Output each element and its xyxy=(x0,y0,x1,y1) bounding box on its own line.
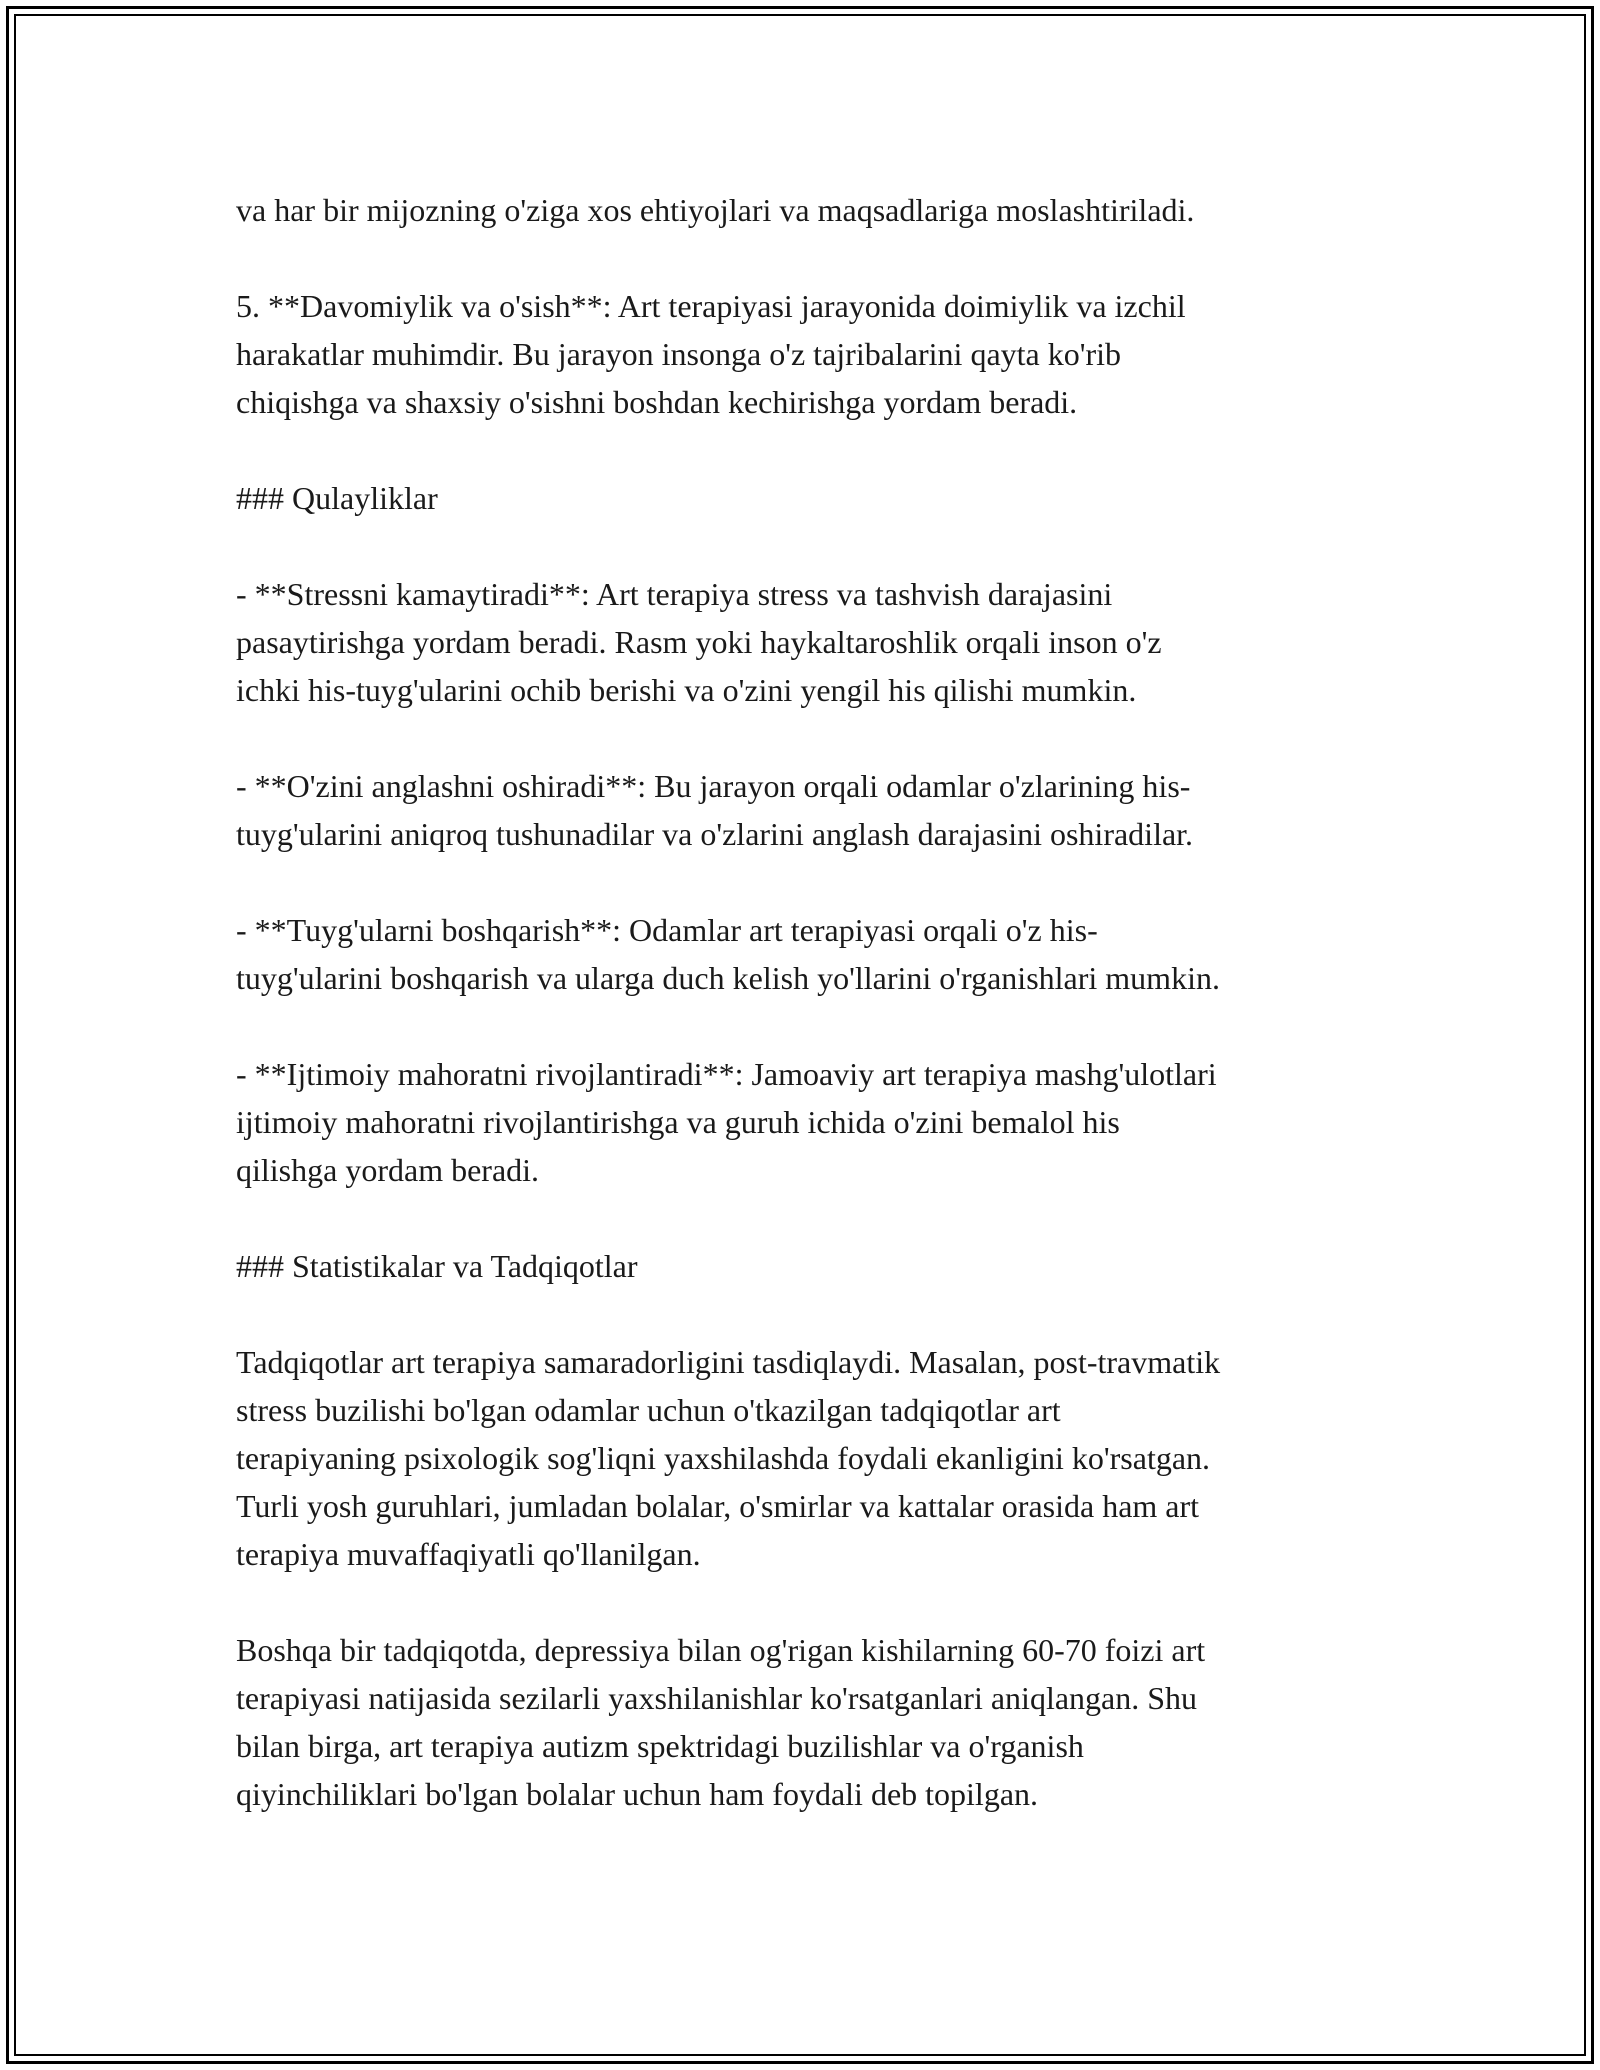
text-line: va har bir mijozning o'ziga xos ehtiyojlari va maqsadlariga moslashtiriladi. xyxy=(236,192,1195,228)
text-line: pasaytirishga yordam beradi. Rasm yoki haykaltaroshlik orqali inson o'z xyxy=(236,624,1162,660)
document-paragraph xyxy=(236,282,1416,426)
text-line: stress buzilishi bo'lgan odamlar uchun o'tkazilgan tadqiqotlar art xyxy=(236,1392,1061,1428)
text-line: tuyg'ularini boshqarish va ularga duch kelish yo'llarini o'rganishlari mumkin. xyxy=(236,960,1220,996)
document-paragraph xyxy=(236,570,1416,714)
document-paragraph xyxy=(236,1626,1416,1818)
text-line: ichki his-tuyg'ularini ochib berishi va o'zini yengil his qilishi mumkin. xyxy=(236,672,1137,708)
document-paragraph xyxy=(236,1050,1416,1194)
text-line: Boshqa bir tadqiqotda, depressiya bilan og'rigan kishilarning 60-70 foizi art xyxy=(236,1632,1206,1668)
text-line: terapiyaning psixologik sog'liqni yaxshilashda foydali ekanligini ko'rsatgan. xyxy=(236,1440,1211,1476)
document-paragraph xyxy=(236,762,1416,858)
document-body xyxy=(236,186,1416,1818)
text-line: harakatlar muhimdir. Bu jarayon insonga o'z tajribalarini qayta ko'rib xyxy=(236,336,1122,372)
text-line: bilan birga, art terapiya autizm spektridagi buzilishlar va o'rganish xyxy=(236,1728,1084,1764)
document-paragraph xyxy=(236,186,1416,234)
document-paragraph xyxy=(236,1242,1416,1290)
text-line: qilishga yordam beradi. xyxy=(236,1152,540,1188)
text-line: - **O'zini anglashni oshiradi**: Bu jarayon orqali odamlar o'zlarining his- xyxy=(236,768,1191,804)
document-paragraph xyxy=(236,1338,1416,1578)
text-line: terapiyasi natijasida sezilarli yaxshilanishlar ko'rsatganlari aniqlangan. Shu xyxy=(236,1680,1198,1716)
text-line: ### Qulayliklar xyxy=(236,480,438,516)
text-line: Tadqiqotlar art terapiya samaradorligini tasdiqlaydi. Masalan, post-travmatik xyxy=(236,1344,1221,1380)
text-line: - **Ijtimoiy mahoratni rivojlantiradi**: Jamoaviy art terapiya mashg'ulotlari xyxy=(236,1056,1217,1092)
document-paragraph xyxy=(236,906,1416,1002)
text-line: - **Stressni kamaytiradi**: Art terapiya stress va tashvish darajasini xyxy=(236,576,1113,612)
text-line: terapiya muvaffaqiyatli qo'llanilgan. xyxy=(236,1536,701,1572)
text-line: chiqishga va shaxsiy o'sishni boshdan kechirishga yordam beradi. xyxy=(236,384,1078,420)
document-paragraph xyxy=(236,474,1416,522)
text-line: 5. **Davomiylik va o'sish**: Art terapiyasi jarayonida doimiylik va izchil xyxy=(236,288,1186,324)
text-line: tuyg'ularini aniqroq tushunadilar va o'zlarini anglash darajasini oshiradilar. xyxy=(236,816,1194,852)
text-line: - **Tuyg'ularni boshqarish**: Odamlar art terapiyasi orqali o'z his- xyxy=(236,912,1098,948)
text-line: ### Statistikalar va Tadqiqotlar xyxy=(236,1248,638,1284)
text-line: qiyinchiliklari bo'lgan bolalar uchun ham foydali deb topilgan. xyxy=(236,1776,1039,1812)
text-line: ijtimoiy mahoratni rivojlantirishga va guruh ichida o'zini bemalol his xyxy=(236,1104,1120,1140)
text-line: Turli yosh guruhlari, jumladan bolalar, o'smirlar va kattalar orasida ham art xyxy=(236,1488,1200,1524)
